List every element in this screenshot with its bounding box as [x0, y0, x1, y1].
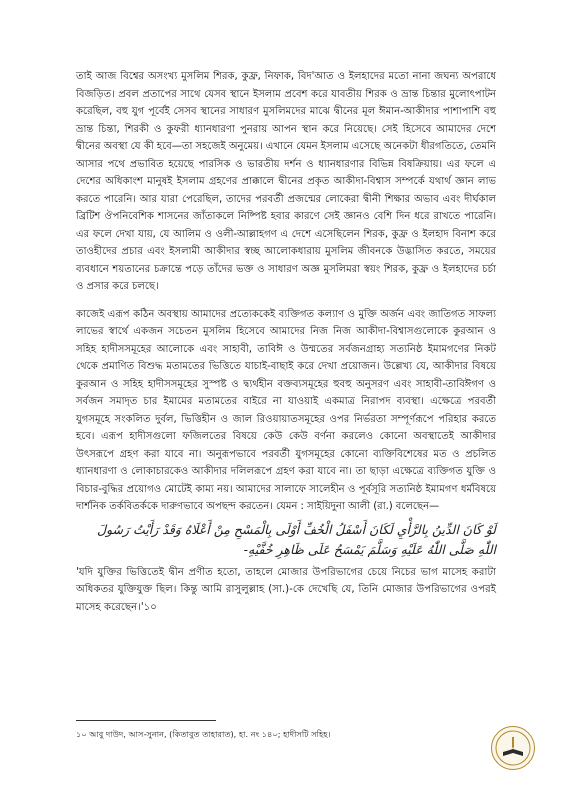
arabic-quote: لَوْ كَانَ الدِّينُ بِالرَّأْيِ لَكَانَ أَسْفَلُ الْخُفِّ أَوْلَى بِالْمَسْحِ مِنْ أَعْلَاهُ وَقَدْ رَأَيْتُ رَسُولَ اللّٰهِ صَلَّى اللّٰهُ عَلَيْهِ وَسَلَّمَ يَمْسَحُ عَلَى ظَاهِرِ خُفَّيْهِ- — [97, 521, 496, 557]
footnote-divider — [76, 720, 216, 721]
quote-translation: 'যদি যুক্তির ভিত্তিতেই দ্বীন প্রণীত হতো, তাহলে মোজার উপরিভাগের চেয়ে নিচের ভাগ মাসেহ করাটা অধিকতর যুক্তিযুক্ত ছিল। কিন্তু আমি রাসুলুল্লাহ (সা.)-কে দেখেছি যে, তিনি মোজার উপরিভাগের ওপরই মাসেহ করেছেন।'১০ — [76, 566, 496, 613]
footnote: ১০ আবু দাউদ, আস-সুনান, (কিতাবুত তাহারাত), হা. নং ১৪০; হাদীসটি সহিহ। — [76, 729, 331, 739]
publisher-logo — [491, 726, 535, 770]
body-text — [76, 68, 496, 616]
paragraph-2: কাজেই এরূপ কঠিন অবস্থায় আমাদের প্রত্যেককেই ব্যক্তিগত কল্যাণ ও মুক্তি অর্জন এবং জাতিগত সাফল্য লাভের স্বার্থে একজন সচেতন মুসলিম হিসেবে আমাদের নিজ নিজ আকীদা-বিশ্বাসগুলোকে কুরআন ও সহিহ হাদীসসমূহের আলোকে এবং সাহাবী, তাবিঈ ও উম্মতের সর্বজনগ্রাহ্য সত্যনিষ্ঠ ইমামগণের নিকট থেকে প্রমাণিত বিশুদ্ধ মতামতের ভিত্তিতে যাচাই-বাছাই করে দেখা প্রয়োজন। উল্লেখ্য যে, আকীদার বিষয়ে কুরআন ও সহিহ হাদীসসমূহের সুস্পষ্ট ও দ্ব্যর্থহীন বক্তব্যসমূহের হুবহু অনুসরণ এবং সাহাবী-তাবিঈগণ ও সর্বজন সমাদৃত চার ইমামের মতামতের বাইরে না যাওয়াই একমাত্র নিরাপদ ব্যবস্থা। এক্ষেত্রে পরবর্তী যুগসমূহে সংকলিত দুর্বল, ভিত্তিহীন ও জাল রিওয়ায়াতসমূহের ওপর নির্ভরতা সম্পূর্ণরূপে পরিহার করতে হবে। এরূপ হাদীসগুলো ফজিলতের বিষয়ে কেউ কেউ বর্ণনা করলেও কোনো অবস্থাতেই আকীদার উৎসরূপে গ্রহণ করা যাবে না। অনুরূপভাবে পরবর্তী যুগসমূহের কোনো ব্যক্তিবিশেষের মত ও প্রচলিত ধ্যানধারণা ও লোকাচারকেও আকীদার দলিলরূপে গ্রহণ করা যাবে না। তা ছাড়া এক্ষেত্রে ব্যক্তিগত যুক্তি ও বিচার-বুদ্ধির প্রয়োগও মোটেই কাম্য নয়। আমাদের সালাফে সালেহীন ও পূর্বসূরি সত্যনিষ্ঠ ইমামগণ ধর্মবিষয়ে দার্শনিক তর্কবিতর্ককে দারুণভাবে অপছন্দ করতেন। যেমন : সাইয়িদুনা আলী (রা.) বলেছেন— — [76, 308, 496, 512]
paragraph-1: তাই আজ বিশ্বের অসংখ্য মুসলিম শিরক, কুফ্র, নিফাক, বিদ'আত ও ইলহাদের মতো নানা জঘন্য অপরাধে বিজড়িত। প্রবল প্রতাপের সাথে যেসব স্থানে ইসলাম প্রবেশ করে যাবতীয় শিরক ও ভ্রান্ত চিন্তার মুলোৎপাটন করেছিল, বহু যুগ পূর্বেই সেসব স্থানের সাধারণ মুসলিমদের মাঝে দ্বীনের মূল ঈমান-আকীদার পাশাপাশি বহু ভ্রান্ত চিন্তা, শিরকী ও কুফরী ধ্যানধারণা পুনরায় আপন স্থান করে নিয়েছে। সেই হিসেবে আমাদের দেশে দ্বীনের অবস্থা যে কী হবে—তা সহজেই অনুমেয়। এখানে যেমন ইসলাম এসেছে অনেকটা ধীরগতিতে, তেমনি আসার পথে প্রভাবিত হয়েছে পারসিক ও ভারতীয় দর্শন ও ধ্যানধারণার বিভিন্ন বিষক্রিয়ায়। এর ফলে এ দেশের অধিকাংশ মানুষই ইসলাম গ্রহণের প্রাক্কালে দ্বীনের প্রকৃত আকীদা-বিশ্বাস সম্পর্কে যথার্থ জ্ঞান লাভ করতে পারেনি। আর যারা পেরেছিল, তাদের পরবর্তী প্রজন্মের লোকেরা দ্বীনী শিক্ষার অভাব এবং দীর্ঘকাল ব্রিটিশ ঔপনিবেশিক শাসনের জাঁতাকলে নিষ্পিষ্ট হবার কারণে সেই জ্ঞানও বেশি দিন ধরে রাখতে পারেনি। এর ফলে দেখা যায়, যে আলিম ও ওলী-আল্লাহগণ এ দেশে এসেছিলেন শিরক, কুফ্র ও ইলহাদ বিনাশ করে তাওহীদের প্রচার এবং ইসলামী আকীদার স্বচ্ছ আলোকধারায় মুসলিম জীবনকে উদ্ভাসিত করতে, সময়ের ব্যবধানে শয়তানের চক্রান্তে পড়ে তাঁদের ভক্ত ও সাধারণ অজ্ঞ মুসলিমরা স্বয়ং শিরক, কুফ্র ও ইলহাদের চর্চা ও প্রসার করে চলছে। — [76, 71, 496, 292]
book-pen-emblem-icon — [492, 727, 534, 769]
